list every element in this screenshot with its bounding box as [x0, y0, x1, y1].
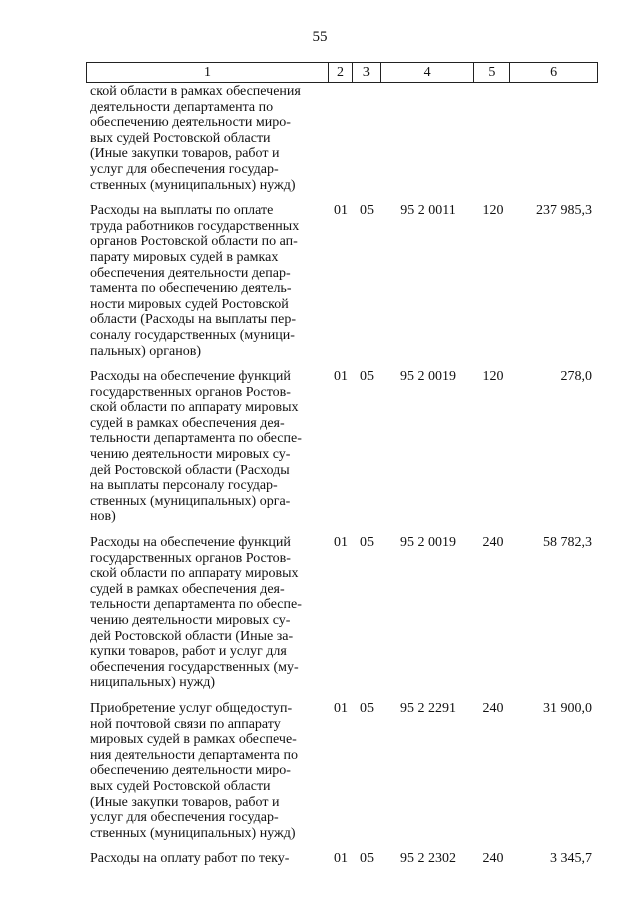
subsection-code: 05: [360, 535, 374, 551]
header-col-4: 4: [381, 63, 475, 82]
section-code: 01: [334, 700, 348, 716]
description-line: дей Ростовской области (Расходы: [90, 462, 290, 478]
amount: 278,0: [560, 369, 592, 385]
expense-type-code: 120: [482, 203, 504, 219]
row-description: [86, 369, 329, 525]
description-line: пальных) органов): [90, 343, 201, 359]
description-line: обеспечения деятельности депар-: [90, 265, 291, 281]
description-line: Расходы на обеспечение функций: [90, 369, 291, 385]
amount: 58 782,3: [543, 535, 592, 551]
subsection-code: 05: [360, 369, 374, 385]
page-number: 55: [312, 29, 328, 45]
description-line: обеспечения государственных (му-: [90, 659, 299, 675]
target-article-code: 95 2 0019: [400, 535, 456, 551]
row-description: [86, 535, 329, 691]
description-line: Расходы на выплаты по оплате: [90, 203, 274, 219]
description-line: ственных (муниципальных) нужд): [90, 177, 296, 193]
description-line: Расходы на обеспечение функций: [90, 535, 291, 551]
expense-type-code: 240: [482, 700, 504, 716]
header-col-1: 1: [87, 63, 329, 82]
header-col-3: 3: [353, 63, 381, 82]
expense-type-code: 240: [482, 851, 504, 867]
row-description: [86, 203, 329, 359]
expense-type-code: 120: [482, 369, 504, 385]
description-line: вых судей Ростовской области: [90, 130, 271, 146]
description-line: судей в рамках обеспечения дея-: [90, 581, 285, 597]
amount: 237 985,3: [536, 203, 592, 219]
target-article-code: 95 2 0019: [400, 369, 456, 385]
target-article-code: 95 2 2302: [400, 851, 456, 867]
description-line: дей Ростовской области (Иные за-: [90, 628, 294, 644]
description-line: ской области в рамках обеспечения: [90, 84, 301, 99]
description-line: государственных органов Ростов-: [90, 550, 291, 566]
description-line: области (Расходы на выплаты пер-: [90, 312, 297, 328]
row-description: [86, 84, 329, 193]
row-description: [86, 851, 329, 867]
section-code: 01: [334, 369, 348, 385]
amount: 31 900,0: [543, 700, 592, 716]
section-code: 01: [334, 535, 348, 551]
description-line: труда работников государственных: [90, 218, 300, 234]
description-line: тельности департамента по обеспе-: [90, 431, 302, 447]
section-code: 01: [334, 203, 348, 219]
description-line: мировых судей в рамках обеспече-: [90, 732, 297, 748]
description-line: (Иные закупки товаров, работ и: [90, 146, 280, 162]
table-row: [86, 851, 598, 867]
description-line: Расходы на оплату работ по теку-: [90, 851, 290, 867]
description-line: государственных органов Ростов-: [90, 384, 291, 400]
description-line: ной почтовой связи по аппарату: [90, 716, 281, 732]
table-row: [86, 84, 598, 193]
description-line: соналу государственных (муници-: [90, 327, 295, 343]
table-row: [86, 203, 598, 359]
target-article-code: [381, 84, 475, 193]
description-line: органов Ростовской области по ап-: [90, 234, 298, 250]
description-line: деятельности департамента по: [90, 99, 274, 115]
header-col-2: 2: [329, 63, 353, 82]
row-description: [86, 701, 329, 841]
table-row: [86, 701, 598, 841]
amount: [511, 84, 598, 193]
description-line: судей в рамках обеспечения дея-: [90, 415, 285, 431]
description-line: ственных (муниципальных) нужд): [90, 825, 296, 841]
amount: 3 345,7: [550, 851, 592, 867]
table-row: [86, 369, 598, 525]
expense-type-code: [475, 84, 511, 193]
description-line: услуг для обеспечения государ-: [90, 810, 279, 826]
description-line: обеспечению деятельности миро-: [90, 115, 291, 131]
description-line: парату мировых судей в рамках: [90, 249, 279, 265]
description-line: ской области по аппарату мировых: [90, 566, 299, 582]
description-line: ственных (муниципальных) орга-: [90, 493, 291, 509]
description-line: ской области по аппарату мировых: [90, 400, 299, 416]
description-line: Приобретение услуг общедоступ-: [90, 700, 293, 716]
description-line: тамента по обеспечению деятель-: [90, 281, 292, 297]
description-line: обеспечению деятельности миро-: [90, 763, 291, 779]
description-line: на выплаты персоналу государ-: [90, 478, 278, 494]
subsection-code: 05: [360, 700, 374, 716]
description-line: нов): [90, 509, 116, 525]
subsection-code: 05: [360, 851, 374, 867]
table-header: [86, 62, 598, 83]
description-line: тельности департамента по обеспе-: [90, 597, 302, 613]
target-article-code: 95 2 0011: [400, 203, 456, 219]
description-line: чению деятельности мировых су-: [90, 447, 291, 463]
description-line: услуг для обеспечения государ-: [90, 161, 279, 177]
subsection-code: [353, 84, 381, 193]
description-line: купки товаров, работ и услуг для: [90, 644, 287, 660]
section-code: 01: [334, 851, 348, 867]
target-article-code: 95 2 2291: [400, 700, 456, 716]
section-code: [329, 84, 353, 193]
header-col-5: 5: [474, 63, 510, 82]
expense-type-code: 240: [482, 535, 504, 551]
description-line: ния деятельности департамента по: [90, 747, 298, 763]
header-col-6: 6: [550, 65, 558, 80]
description-line: вых судей Ростовской области: [90, 778, 271, 794]
description-line: чению деятельности мировых су-: [90, 613, 291, 628]
table-body: [86, 84, 598, 867]
description-line: (Иные закупки товаров, работ и: [90, 794, 280, 810]
description-line: ниципальных) нужд): [90, 675, 215, 691]
table-row: [86, 535, 598, 691]
description-line: ности мировых судей Ростовской: [90, 296, 289, 312]
subsection-code: 05: [360, 203, 374, 219]
